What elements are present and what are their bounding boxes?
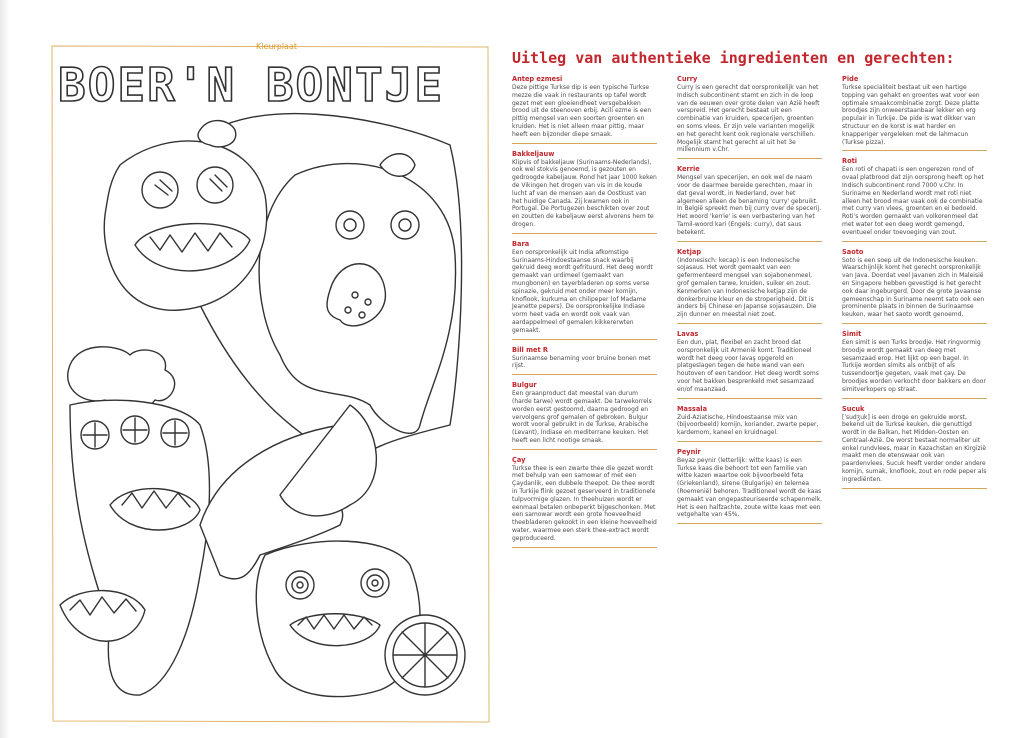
entry-text: Een simit is een Turks broodje. Het ringvormig broodje wordt gemaakt van deeg met sesamzaad erop. Het lijkt op een bagel. In Turkije worden simits als ontbijt of als tussendoortje gegeten, vaak met çay. De broodjes worden verkocht door bakkers en door simitverkopers op straat. xyxy=(842,338,986,393)
glossary-entry xyxy=(842,330,987,399)
entry-text: Zuid-Aziatische, Hindoestaanse mix van (bijvoorbeeld) komijn, koriander, zwarte peper, kardemom, kaneel en kruidnagel. xyxy=(677,413,819,437)
glossary-entry xyxy=(512,150,657,234)
glossary-heading: Uitleg van authentieke ingredienten en gerechten: xyxy=(512,49,955,67)
entry-term: Bakkeljauw xyxy=(512,149,555,158)
page-spine-shadow xyxy=(0,0,10,738)
entry-term: Lavas xyxy=(677,329,699,338)
entry-term: Simit xyxy=(842,329,862,338)
entry-text: [ˈsudʒuk] is een droge en gekruide worst, bekend uit de Turkse keuken, die genuttigd wordt in de Balkan, het Midden-Oosten en Centraal-Azië. De worst bestaat normaliter uit enkel rundvlees, maar in Kazachstan en Kirgizië maakt men de etenswaar ook van paardenvlees. Sucuk heeft verder onder andere komijn, sumak, knoflook, zout en rode peper als ingrediënten. xyxy=(842,413,987,483)
entry-term: Antep ezmesi xyxy=(512,75,563,83)
entry-term: Bulgur xyxy=(512,381,537,390)
glossary-entry xyxy=(512,456,657,548)
glossary-entry xyxy=(842,75,987,151)
entry-term: Pide xyxy=(842,75,859,83)
entry-text: Deze pittige Turkse dip is een typische Turkse mezze die vaak in restaurants op tafel wordt gezet met een gloeiendheet versgebakken brood uit de steenoven erbij. Acili ezme is een pittig mengsel van een soorten groenten en kruiden. Het is niet alleen maar pittig, maar heeft een bijzonder diepe smaak. xyxy=(512,84,652,138)
entry-term: Massala xyxy=(677,404,708,413)
entry-text: Een roti of chapati is een ongerezen rond of ovaal platbrood dat zijn oorsprong heeft op het Indisch subcontinent rond 7000 v.Chr. In Suriname en Nederland wordt met roti niet alleen het brood maar vaak ook de combinatie met curry van vlees, groenten en ei bedoeld. Roti's worden gemaakt van volkorenmeel dat met water tot een deeg wordt gemengd, eventueel onder toevoeging van zout. xyxy=(842,166,984,236)
coloring-label: Kleurplaat xyxy=(256,42,297,51)
entry-text: Soto is een soep uit de Indonesische keuken. Waarschijnlijk komt het gerecht oorspronkelijk van Java. Doordat veel Javanen zich in Maleisië en Singapore hebben gevestigd is het gerecht ook daar ingeburgerd. Door de grote Javaanse gemeenschap in Suriname neemt sato ook een prominente plaats in binnen de Surinaamse keuken, waar het saoto wordt genoemd. xyxy=(842,256,985,319)
entry-text: Klipvis of bakkeljauw (Surinaams-Nederlands), ook wel stokvis genoemd, is gezouten en gedroogde kabeljauw. Rond het jaar 1000 keken de Vikingen het drogen van vis in de koude lucht af van de mensen aan de Oostkust van het huidige Canada. Zij kwamen ook in Portugal. De Portugezen beschikten over zout en zoutten de kabeljauw eerst alvorens hem te drogen. xyxy=(512,158,657,228)
glossary-entry xyxy=(677,330,822,399)
glossary-entry xyxy=(512,75,657,144)
glossary-entry xyxy=(677,165,822,241)
entry-text: Beyaz peynir (letterlijk: witte kaas) is een Turkse kaas die behoort tot een familie van witte kazen waartoe ook bijvoorbeeld feta (Griekenland), sirene (Bulgarije) en telemea (Roemenië) behoren. Traditioneel wordt de kaas gemaakt van ongepasteuriseerde schapenmelk. Het is een halfzachte, zoute witte kaas met een vetgehalte van 45%. xyxy=(677,456,823,519)
glossary-entry xyxy=(512,346,657,376)
glossary-entry xyxy=(677,405,822,442)
entry-text: Mengsel van specerijen, en ook wel de naam voor de daarmee bereide gerechten, maar in dat geval wordt, in Nederland, over het algemeen alleen de benaming 'curry' gebruikt. In België spreekt men bij curry over de specerij. Het woord 'kerrie' is een verbastering van het Tamil-woord kari (Engels: curry), dat saus betekent. xyxy=(677,174,822,236)
entry-text: Curry is een gerecht dat oorspronkelijk van het Indisch subcontinent stamt en zich in de loop van de eeuwen over grote delen van Azië heeft verspreid. Het gerecht bestaat uit een combinatie van kruiden, specerijen, groenten en soms vlees. Er zijn vele varianten mogelijk en het gerecht kent ook regionale verschillen. Mogelijk stamt het gerecht al uit het 3e millennium v.Chr. xyxy=(677,84,820,154)
glossary-entry xyxy=(512,240,657,340)
glossary-column-1 xyxy=(512,75,657,554)
entry-text: Een oorspronkelijk uit India afkomstige Surinaams-Hindoestaanse snack waarbij gekruid deeg wordt gefrituurd. Het deeg wordt gemaakt van urdimeel (gemaakt van mungbonen) en tayerbladeren op soms verse spinazie, gekruid met onder meer komijn, knoflook, kurkuma en chilipeper (of Madame Jeanette pepers). De oorspronkelijke Indiase vorm heet vada en wordt ook vaak van aardappelmeel of gemalen kikkererwten gemaakt. xyxy=(512,248,653,334)
glossary-entry xyxy=(842,157,987,241)
glossary-entry xyxy=(677,448,822,524)
glossary-entry xyxy=(512,381,657,450)
glossary-entry xyxy=(677,75,822,159)
entry-term: Bill met R xyxy=(512,345,548,354)
entry-text: Surinaamse benaming voor bruine bonen met rijst. xyxy=(512,354,651,370)
entry-text: Een graanproduct dat meestal van durum (harde tarwe) wordt gemaakt. De tarwekorrels worden eerst gestoomd, daarna gedroogd en vervolgens grof gemalen of gebroken. Bulgur wordt vooral gebruikt in de Turkse, Arabische (Levant), Indiase en mediterrane keuken. Het heeft een licht nootige smaak. xyxy=(512,390,652,444)
entry-text: Turkse thee is een zwarte thee die gezet wordt met behulp van een samowar of met een Çaydanlik, een dubbele theepot. De thee wordt in Turkije flink gezoet geserveerd in traditionele tulpvormige glazen. In theehuizen wordt er eenmaal betalen onbeperkt bijgeschonken. Met een samowar wordt een grote hoeveelheid theebladeren gekookt in een kleine hoeveelheid water, waarmee een sterk thee-extract wordt geproduceerd. xyxy=(512,464,657,542)
entry-term: Ketjap xyxy=(677,247,702,256)
entry-term: Peynir xyxy=(677,447,701,456)
entry-term: Çay xyxy=(512,455,526,464)
entry-term: Curry xyxy=(677,75,698,83)
glossary-entry xyxy=(842,405,987,489)
entry-term: Sucuk xyxy=(842,404,865,413)
glossary-entry xyxy=(842,248,987,324)
entry-term: Kerrie xyxy=(677,165,700,174)
glossary-column-2 xyxy=(677,75,822,530)
entry-text: Een dun, plat, flexibel en zacht brood dat oorspronkelijk uit Armenië komt. Traditioneel wordt het deeg voor lavaş opgerold en platgeslagen tegen de hete wand van een houtoven of een tandoor. Het deeg wordt soms voor het bakken besprenkeld met sesamzaad en/of maanzaad. xyxy=(677,338,819,393)
entry-term: Bara xyxy=(512,239,530,248)
glossary-entry xyxy=(677,248,822,324)
entry-term: Roti xyxy=(842,157,858,166)
coloring-title: BOER'N BONTJE xyxy=(58,58,445,112)
coloring-illustration xyxy=(50,105,490,705)
entry-text: (Indonesisch: kecap) is een Indonesische sojasaus. Het wordt gemaakt van een gefermenteerd mengsel van sojabonenmeel, grof gemalen tarwe, kruiden, suiker en zout. Kenmerken van Indonesische ketjap zijn de donkerbruine kleur en de stroperigheid. Dit is anders bij Chinese en Japanse sojasauzen. Die zijn dunner en meestal niet zoet. xyxy=(677,256,817,319)
entry-text: Turkse specialiteit bestaat uit een hartige topping van gehakt en groentes wat voor een optimale smaakcombinatie zorgt. Deze platte broodjes zijn onweerstaanbaar lekker en erg populair in Turkije. De pide is wat dikker van structuur en de korst is wat harder en knapperiger vergeleken met de lahmacun (Turkse pizza). xyxy=(842,84,980,146)
glossary-column-3 xyxy=(842,75,987,495)
entry-term: Saoto xyxy=(842,247,864,256)
